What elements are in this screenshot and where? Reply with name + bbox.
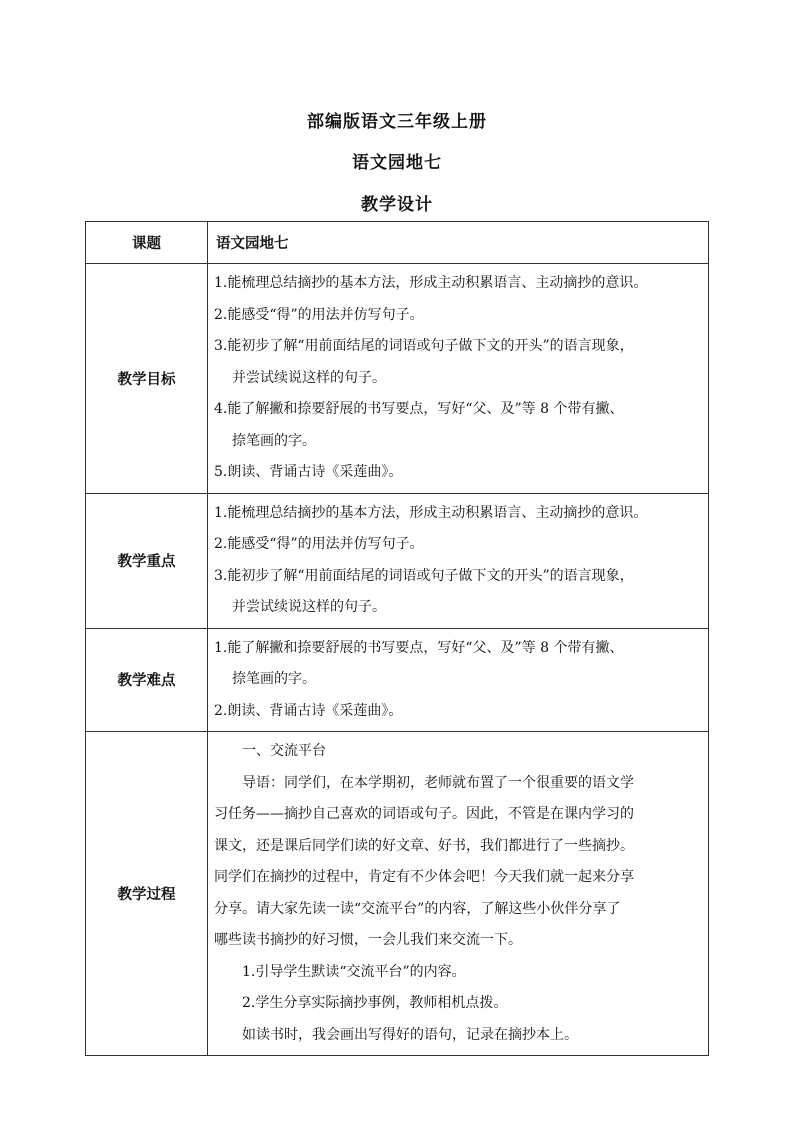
label-topic: 课题 — [86, 222, 208, 264]
process-line: 如读书时，我会画出写得好的语句，记录在摘抄本上。 — [242, 1026, 578, 1043]
process-line: 同学们在摘抄的过程中，肯定有不少体会吧！今天我们就一起来分享 — [214, 869, 634, 885]
difficulty-line: 捺笔画的字。 — [232, 671, 316, 687]
value-topic: 语文园地七 — [208, 222, 709, 264]
content-difficulties — [208, 628, 709, 732]
difficulty-line: 2.朗读、背诵古诗《采莲曲》。 — [214, 702, 403, 719]
key-point-line: 并尝试续说这样的句子。 — [232, 599, 386, 615]
content-objectives — [208, 264, 709, 494]
label-objectives: 教学目标 — [86, 264, 208, 494]
label-key-points: 教学重点 — [86, 493, 208, 628]
process-line: 哪些读书摘抄的好习惯，一会儿我们来交流一下。 — [214, 932, 522, 948]
objective-line: 4.能了解撇和捺要舒展的书写要点，写好“父、及”等 8 个带有撇、 — [214, 401, 624, 417]
process-line: 1.引导学生默读“交流平台”的内容。 — [242, 963, 466, 980]
row-key-points — [86, 493, 709, 628]
lesson-plan-table — [85, 221, 709, 1056]
doc-title-grade: 部编版语文三年级上册 — [307, 112, 487, 132]
process-line: 导语：同学们，在本学期初，老师就布置了一个很重要的语文学 — [242, 774, 634, 791]
process-line: 习任务——摘抄自己喜欢的词语或句子。因此，不管是在课内学习的 — [214, 806, 634, 822]
objective-line: 2.能感受“得”的用法并仿写句子。 — [214, 306, 424, 323]
doc-title-unit: 语文园地七 — [352, 153, 442, 173]
row-objectives — [86, 264, 709, 494]
key-point-line: 1.能梳理总结摘抄的基本方法，形成主动积累语言、主动摘抄的意识。 — [214, 504, 648, 521]
doc-title-type: 教学设计 — [361, 195, 433, 215]
objective-line: 1.能梳理总结摘抄的基本方法，形成主动积累语言、主动摘抄的意识。 — [214, 275, 648, 291]
content-key-points — [208, 493, 709, 628]
row-difficulties — [86, 628, 709, 732]
difficulty-line: 1.能了解撇和捺要舒展的书写要点，写好“父、及”等 8 个带有撇、 — [214, 639, 624, 656]
content-process — [208, 732, 709, 1056]
objective-line: 捺笔画的字。 — [232, 432, 316, 449]
process-line: 分享。请大家先读一读“交流平台”的内容，了解这些小伙伴分享了 — [214, 900, 621, 917]
row-topic — [86, 222, 709, 264]
key-point-line: 3.能初步了解“用前面结尾的词语或句子做下文的开头”的语言现象， — [214, 567, 634, 584]
objective-line: 3.能初步了解“用前面结尾的词语或句子做下文的开头”的语言现象， — [214, 338, 634, 354]
row-process — [86, 732, 709, 1056]
objective-line: 并尝试续说这样的句子。 — [232, 369, 386, 386]
process-line: 课文，还是课后同学们读的好文章、好书，我们都进行了一些摘抄。 — [214, 837, 634, 854]
process-line: 2.学生分享实际摘抄事例，教师相机点拨。 — [242, 995, 508, 1011]
label-process: 教学过程 — [86, 732, 208, 1056]
objective-line: 5.朗读、背诵古诗《采莲曲》。 — [214, 464, 403, 480]
key-point-line: 2.能感受“得”的用法并仿写句子。 — [214, 536, 424, 552]
process-line: 一、交流平台 — [242, 743, 326, 759]
label-difficulties: 教学难点 — [86, 628, 208, 732]
